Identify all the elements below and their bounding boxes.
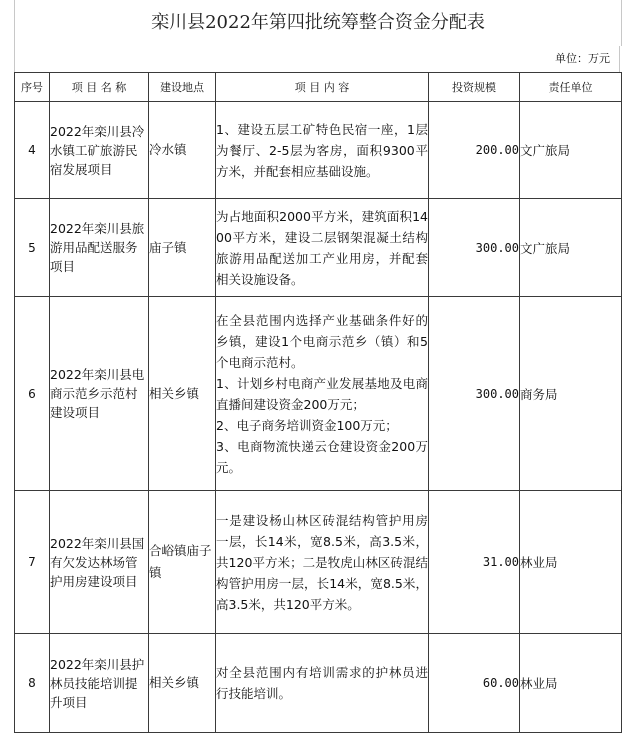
row-no: 7 — [15, 491, 50, 634]
content-line: 1、计划乡村电商产业发展基地及电商直播间建设资金200万元； — [216, 375, 428, 412]
content-line: 2、电子商务培训资金100万元； — [216, 417, 398, 433]
project-name: 2022年栾川县国有欠发达林场管护用房建设项目 — [50, 491, 149, 634]
project-location: 冷水镇 — [149, 102, 216, 199]
project-content — [216, 297, 429, 491]
responsible-unit: 文广旅局 — [520, 102, 622, 199]
project-name: 2022年栾川县旅游用品配送服务项目 — [50, 199, 149, 297]
unit-label: 单位：万元 — [14, 46, 620, 72]
project-location: 庙子镇 — [149, 199, 216, 297]
project-location: 相关乡镇 — [149, 297, 216, 491]
investment-amount: 300.00 — [429, 199, 520, 297]
allocation-table — [14, 72, 622, 733]
header-name: 项 目 名 称 — [50, 73, 149, 102]
content-line: 3、电商物流快递云仓建设资金200万元。 — [216, 438, 428, 475]
header-no: 序号 — [15, 73, 50, 102]
table-row — [15, 491, 622, 634]
responsible-unit: 文广旅局 — [520, 199, 622, 297]
project-location: 相关乡镇 — [149, 634, 216, 733]
content-line: 一是建设杨山林区砖混结构管护用房一层，长14米，宽8.5米，高3.5米，共120平方米；二是牧虎山林区砖混结构管护用房一层，长14米，宽8.5米，高3.5米，共120平方米。 — [216, 512, 428, 612]
investment-amount: 200.00 — [429, 102, 520, 199]
header-responsible: 责任单位 — [520, 73, 622, 102]
row-no: 6 — [15, 297, 50, 491]
header-row — [15, 73, 622, 102]
row-no: 5 — [15, 199, 50, 297]
project-content — [216, 102, 429, 199]
table-row — [15, 634, 622, 733]
text-cursor-mark — [621, 486, 622, 504]
investment-amount: 60.00 — [429, 634, 520, 733]
table-row — [15, 102, 622, 199]
responsible-unit: 商务局 — [520, 297, 622, 491]
content-line: 1、建设五层工矿特色民宿一座，1层为餐厅、2-5层为客房，面积9300平方米，并配套相应基础设施。 — [216, 121, 428, 179]
row-no: 8 — [15, 634, 50, 733]
table-row — [15, 297, 622, 491]
content-line: 对全县范围内有培训需求的护林员进行技能培训。 — [216, 665, 428, 701]
project-content — [216, 491, 429, 634]
investment-amount: 31.00 — [429, 491, 520, 634]
table-row — [15, 199, 622, 297]
investment-amount: 300.00 — [429, 297, 520, 491]
project-name: 2022年栾川县护林员技能培训提升项目 — [50, 634, 149, 733]
project-content — [216, 634, 429, 733]
table-title: 栾川县2022年第四批统筹整合资金分配表 — [14, 0, 622, 46]
project-name: 2022年栾川县冷水镇工矿旅游民宿发展项目 — [50, 102, 149, 199]
responsible-unit: 林业局 — [520, 491, 622, 634]
content-line: 在全县范围内选择产业基础条件好的乡镇，建设1个电商示范乡（镇）和5个电商示范村。 — [216, 312, 428, 370]
content-line: 为占地面积2000平方米，建筑面积1400平方米，建设二层钢架混凝土结构旅游用品配送加工产业用房，并配套相关设施设备。 — [216, 208, 428, 287]
header-content: 项 目 内 容 — [216, 73, 429, 102]
project-content — [216, 199, 429, 297]
row-no: 4 — [15, 102, 50, 199]
project-location: 合峪镇庙子镇 — [149, 491, 216, 634]
header-amount: 投资规模 — [429, 73, 520, 102]
project-name: 2022年栾川县电商示范乡示范村建设项目 — [50, 297, 149, 491]
responsible-unit: 林业局 — [520, 634, 622, 733]
header-location: 建设地点 — [149, 73, 216, 102]
